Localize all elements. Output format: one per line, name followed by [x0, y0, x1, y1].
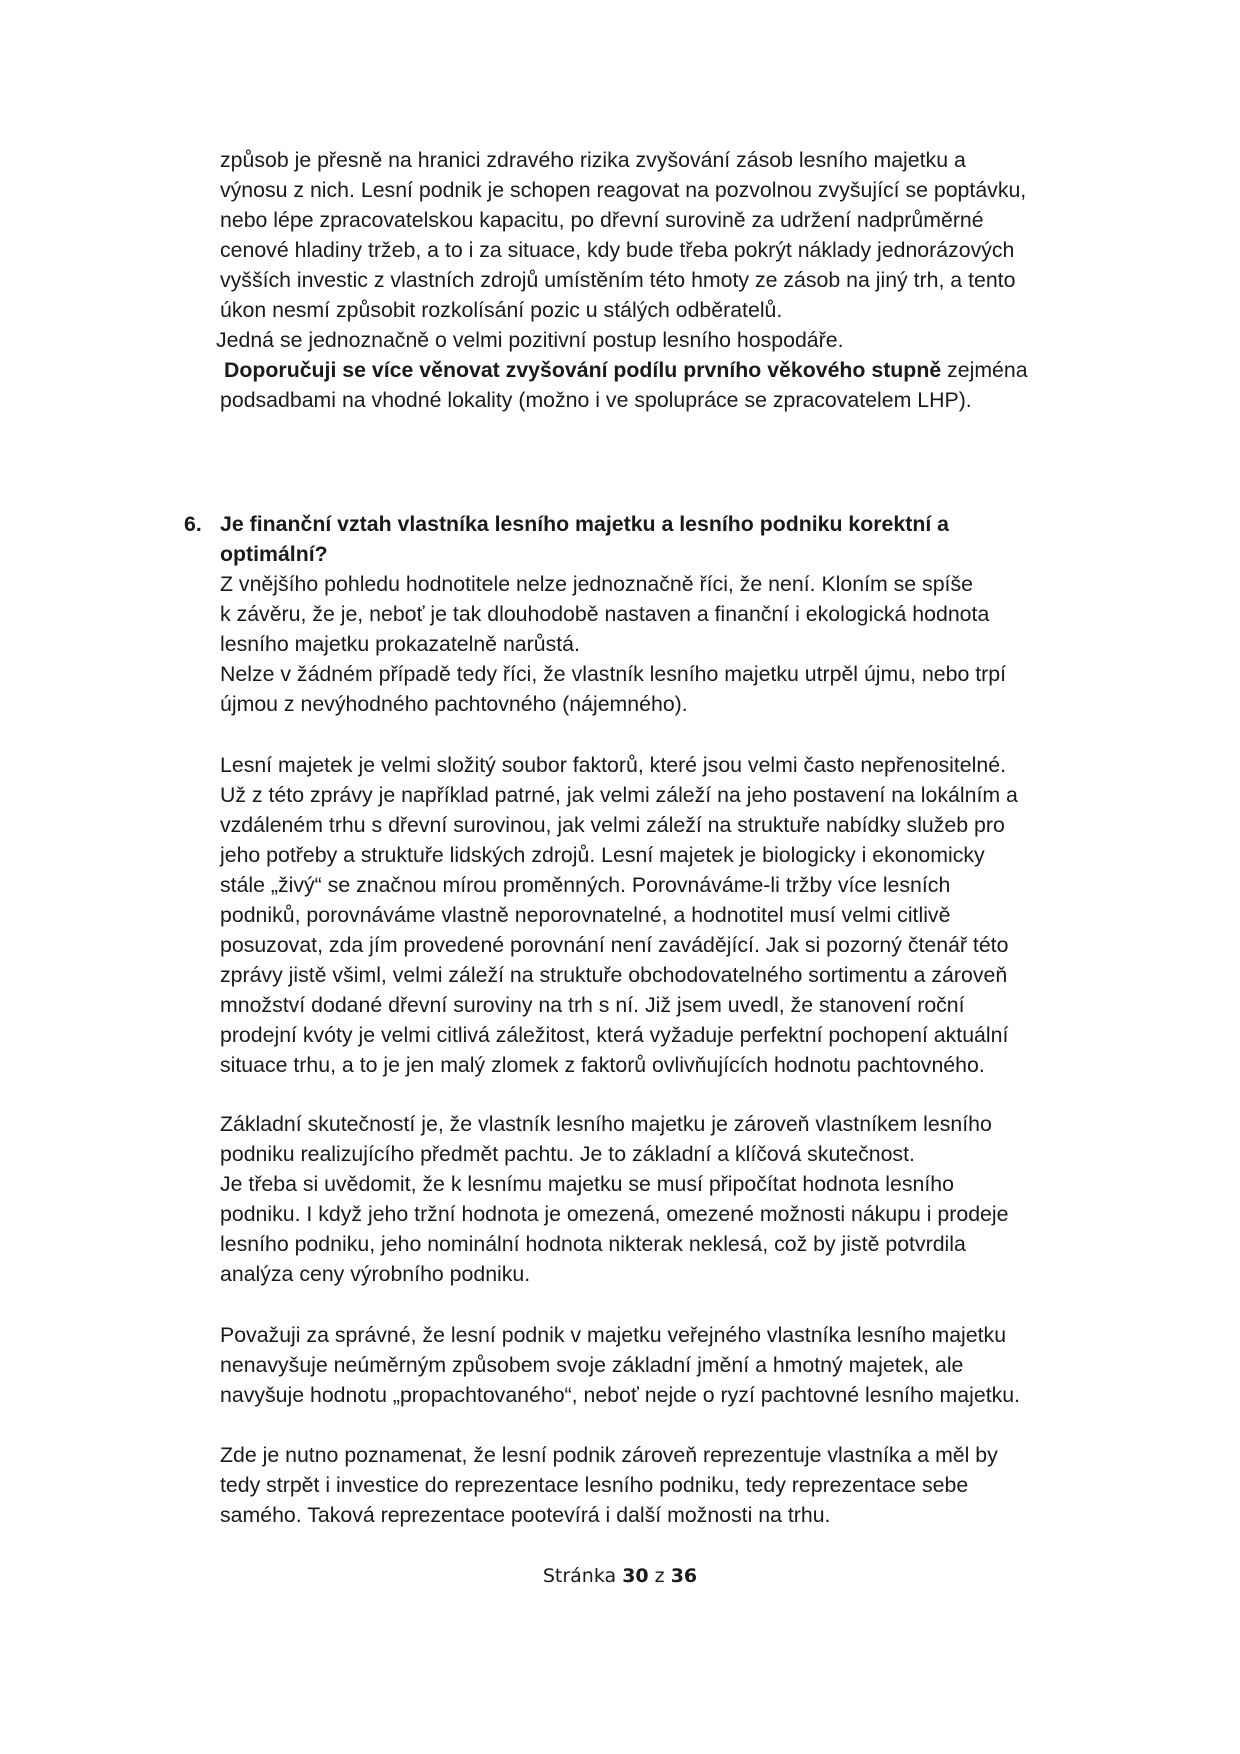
text-line: lesního majetku prokazatelně narůstá. — [220, 632, 580, 656]
answer-paragraph-1 — [220, 569, 1100, 719]
intro-paragraph — [216, 145, 1100, 415]
answer-paragraph-5 — [220, 1440, 1100, 1530]
text-line: k závěru, že je, neboť je tak dlouhodobě nastaven a finanční i ekologická hodnota — [220, 602, 990, 626]
text-line: množství dodané dřevní suroviny na trh s ní. Již jsem uvedl, že stanovení roční — [220, 993, 965, 1017]
text-line: podniků, porovnáváme vlastně neporovnatelné, a hodnotitel musí velmi citlivě — [220, 903, 951, 927]
question-title-line: optimální? — [220, 542, 328, 566]
text-line: posuzovat, zda jím provedené porovnání není zavádějící. Jak si pozorný čtenář této — [220, 933, 1009, 957]
page-current: 30 — [622, 1565, 649, 1587]
page-label: Stránka — [542, 1565, 623, 1587]
text-line: podniku. I když jeho tržní hodnota je omezená, omezené možnosti nákupu i prodeje — [220, 1202, 1009, 1226]
text-line: jeho potřeby a struktuře lidských zdrojů. Lesní majetek je biologicky i ekonomicky — [220, 843, 985, 867]
text-line: navyšuje hodnotu „propachtovaného“, neboť nejde o ryzí pachtovné lesního majetku. — [220, 1383, 1021, 1407]
text-line: situace trhu, a to je jen malý zlomek z faktorů ovlivňujících hodnotu pachtovného. — [220, 1053, 985, 1077]
text-line: výnosu z nich. Lesní podnik je schopen reagovat na pozvolnou zvyšující se poptávku, — [220, 178, 1027, 202]
text-line: Je třeba si uvědomit, že k lesnímu majetku se musí připočítat hodnota lesního — [220, 1172, 954, 1196]
text-line: úkon nesmí způsobit rozkolísání pozic u stálých odběratelů. — [220, 298, 783, 322]
text-line: Základní skutečností je, že vlastník lesního majetku je zároveň vlastníkem lesního — [220, 1112, 992, 1136]
text-line: Už z této zprávy je například patrné, jak velmi záleží na jeho postavení na lokálním a — [220, 783, 1018, 807]
text-line: prodejní kvóty je velmi citlivá záležitost, která vyžaduje perfektní pochopení aktuální — [220, 1023, 1009, 1047]
text-line: újmou z nevýhodného pachtovného (nájemného). — [220, 692, 688, 716]
text-line: nebo lépe zpracovatelskou kapacitu, po dřevní surovině za udržení nadprůměrné — [220, 208, 984, 232]
recommendation-rest: zejména — [941, 358, 1028, 382]
text-line: nenavyšuje neúměrným způsobem svoje základní jmění a hmotný majetek, ale — [220, 1353, 964, 1377]
text-line: vyšších investic z vlastních zdrojů umístěním této hmoty ze zásob na jiný trh, a tento — [220, 268, 1016, 292]
text-line: Z vnějšího pohledu hodnotitele nelze jednoznačně říci, že není. Kloním se spíše — [220, 572, 973, 596]
recommendation-bold: Doporučuji se více věnovat zvyšování podílu prvního věkového stupně — [224, 358, 942, 382]
text-line: vzdáleném trhu s dřevní surovinou, jak velmi záleží na struktuře nabídky služeb pro — [220, 813, 1005, 837]
text-line: cenové hladiny tržeb, a to i za situace, kdy bude třeba pokrýt náklady jednorázových — [220, 238, 1015, 262]
text-line: analýza ceny výrobního podniku. — [220, 1262, 531, 1286]
text-line: tedy strpět i investice do reprezentace lesního podniku, tedy reprezentace sebe — [220, 1473, 969, 1497]
text-line: podniku realizujícího předmět pachtu. Je to základní a klíčová skutečnost. — [220, 1142, 915, 1166]
text-line: Považuji za správné, že lesní podnik v majetku veřejného vlastníka lesního majetku — [220, 1323, 1007, 1347]
text-line: podsadbami na vhodné lokality (možno i ve spolupráce se zpracovatelem LHP). — [220, 388, 972, 412]
text-line: Nelze v žádném případě tedy říci, že vlastník lesního majetku utrpěl újmu, nebo trpí — [220, 662, 1007, 686]
answer-paragraph-2 — [220, 750, 1100, 1080]
text-line: lesního podniku, jeho nominální hodnota nikterak neklesá, což by jistě potvrdila — [220, 1232, 966, 1256]
text-line: samého. Taková reprezentace pootevírá i další možnosti na trhu. — [220, 1503, 831, 1527]
question-title — [220, 509, 1100, 569]
answer-paragraph-4 — [220, 1320, 1100, 1410]
answer-paragraph-3 — [220, 1109, 1100, 1289]
text-line: Lesní majetek je velmi složitý soubor faktorů, které jsou velmi často nepřenositelné. — [220, 753, 1006, 777]
page-total: 36 — [670, 1565, 698, 1587]
page-separator: z — [648, 1565, 671, 1587]
text-line: Zde je nutno poznamenat, že lesní podnik zároveň reprezentuje vlastníka a měl by — [220, 1443, 998, 1467]
question-title-line: Je finanční vztah vlastníka lesního majetku a lesního podniku korektní a — [220, 512, 950, 536]
text-line: způsob je přesně na hranici zdravého rizika zvyšování zásob lesního majetku a — [220, 148, 966, 172]
text-line: stále „živý“ se značnou mírou proměnných. Porovnáváme-li tržby více lesních — [220, 873, 951, 897]
text-line: Jedná se jednoznačně o velmi pozitivní postup lesního hospodáře. — [216, 328, 844, 352]
question-number: 6. — [184, 512, 202, 536]
page-footer — [0, 1563, 1240, 1589]
recommendation-line — [220, 355, 1100, 385]
text-line: zprávy jistě všiml, velmi záleží na struktuře obchodovatelného sortimentu a zároveň — [220, 963, 1008, 987]
